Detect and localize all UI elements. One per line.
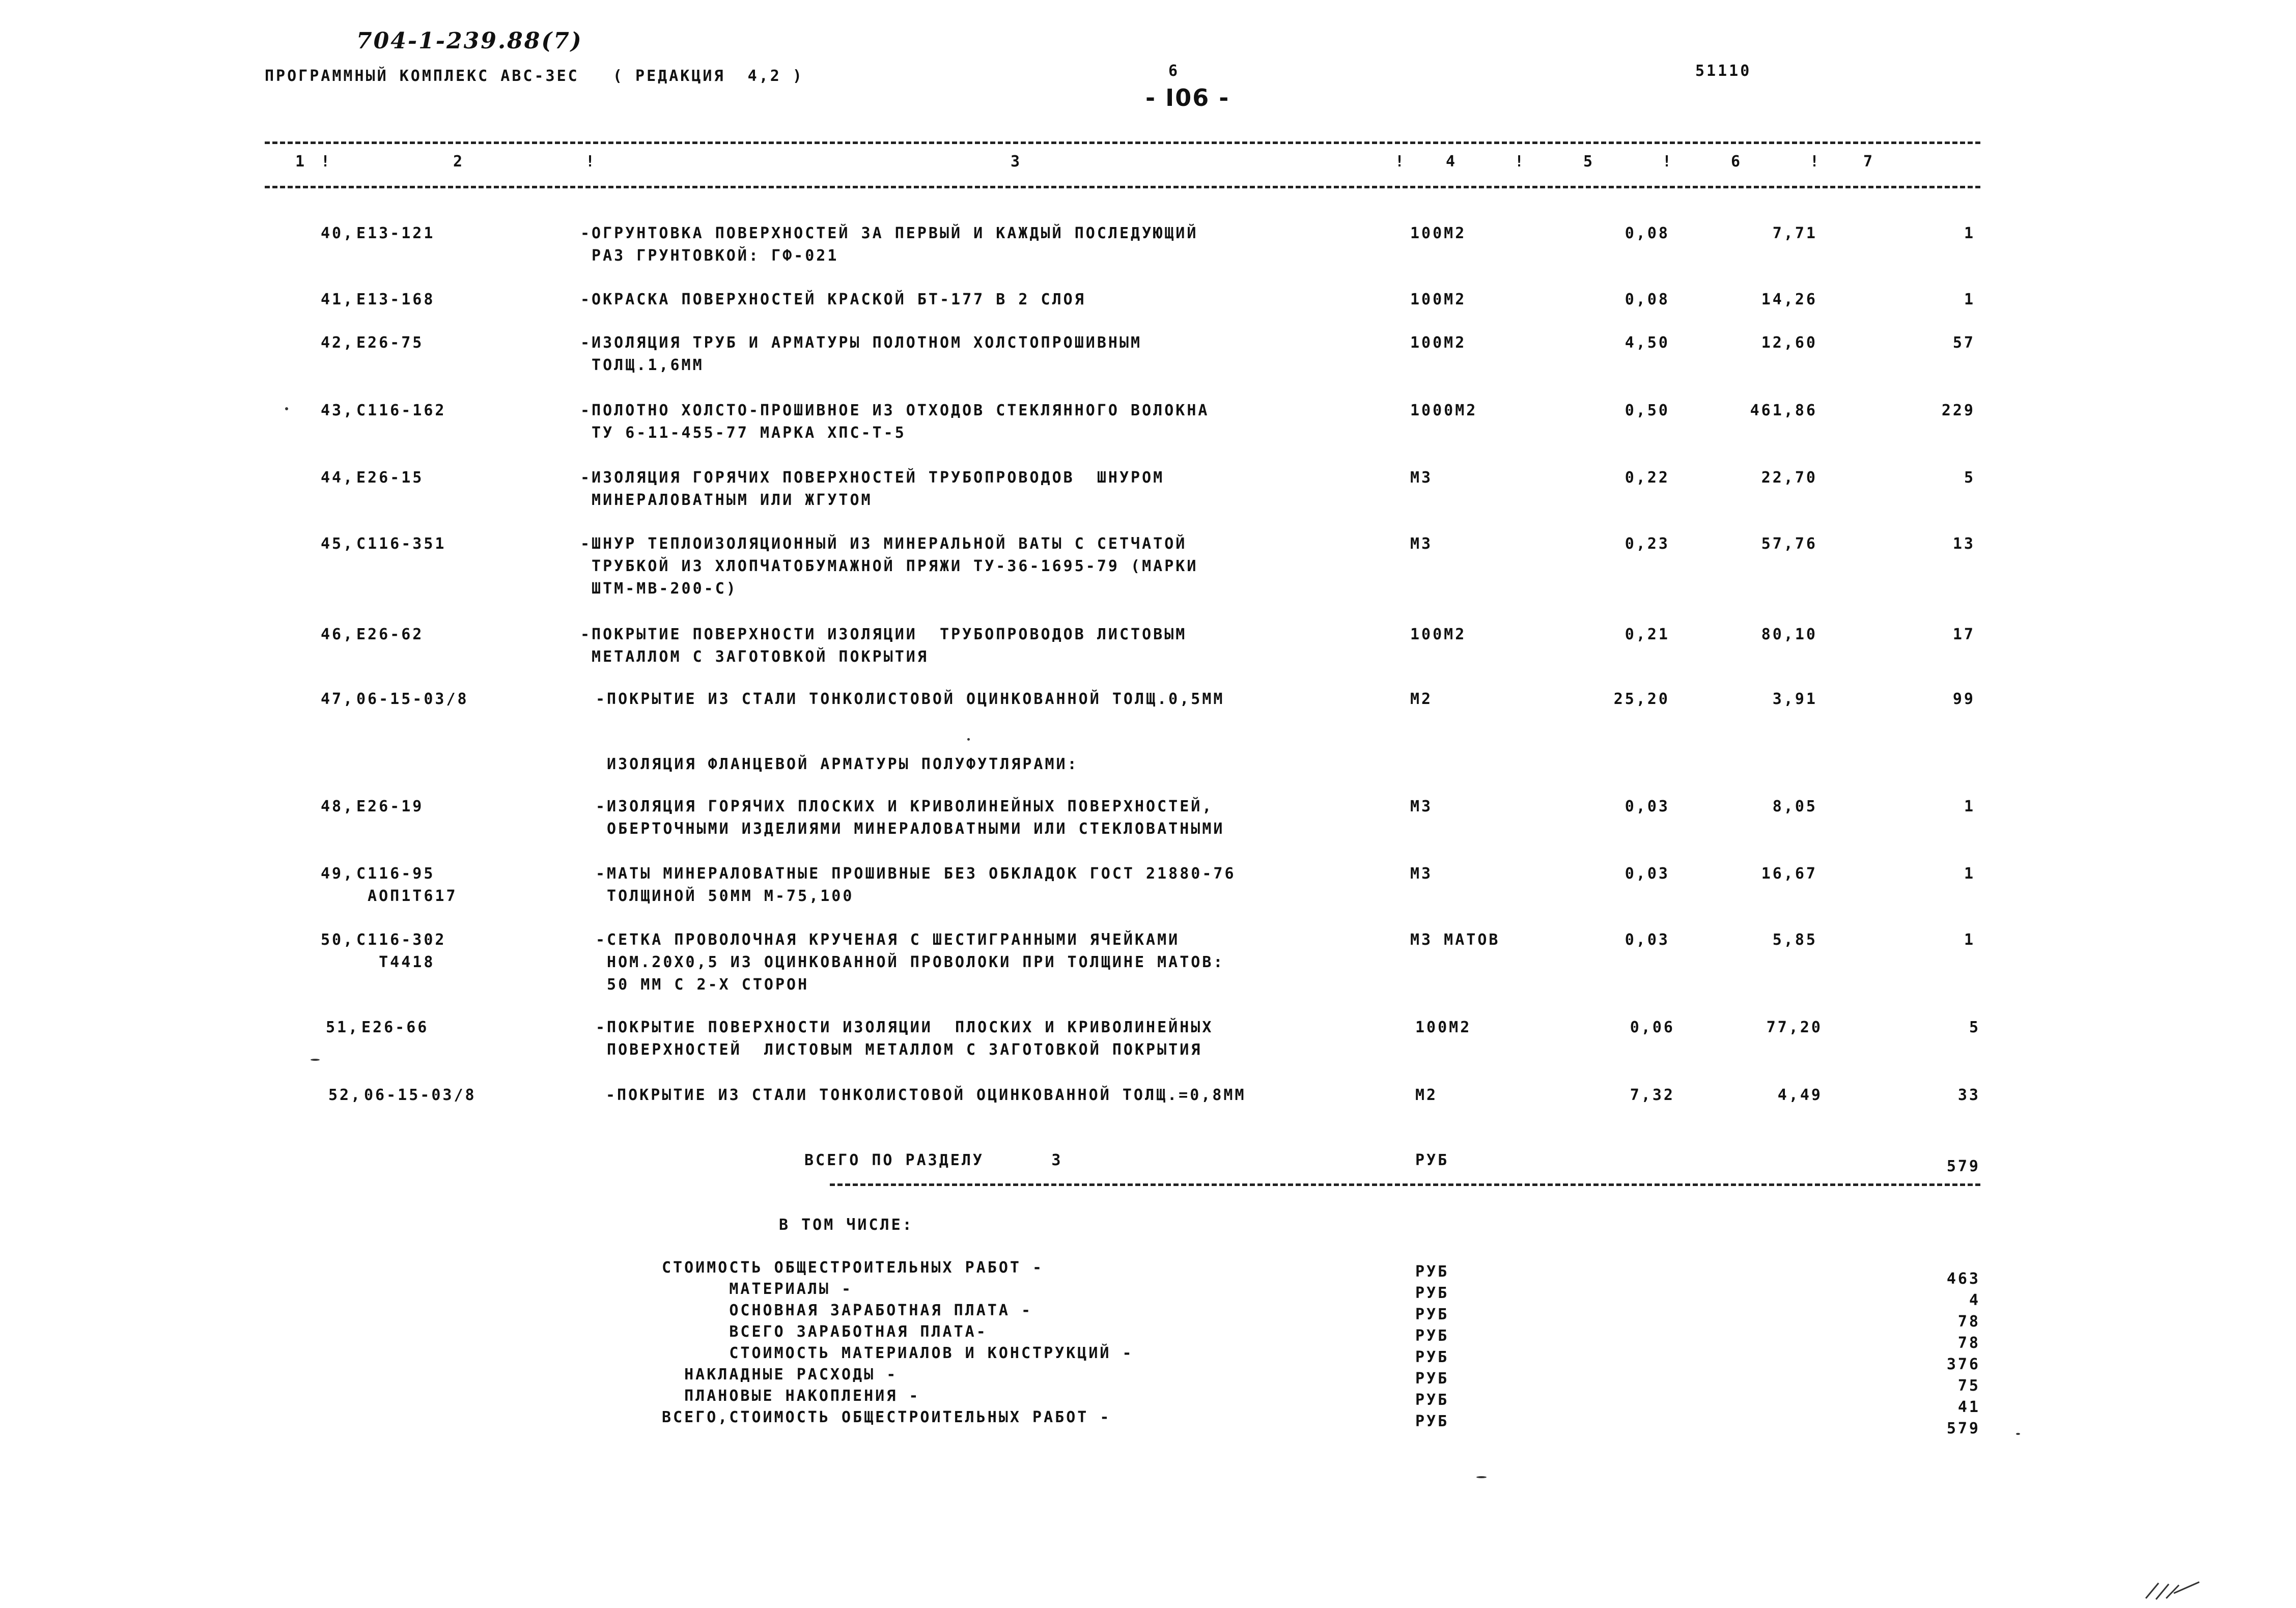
- summary-label: НАКЛАДНЫЕ РАСХОДЫ -: [662, 1366, 898, 1384]
- section-subheading: ИЗОЛЯЦИЯ ФЛАНЦЕВОЙ АРМАТУРЫ ПОЛУФУТЛЯРАМИ:: [596, 755, 1079, 773]
- row-total: 5: [1969, 1019, 1980, 1036]
- row-unit: 100М2: [1410, 291, 1467, 308]
- row-code: Е26-15: [356, 469, 424, 487]
- row-price: 14,26: [1761, 291, 1817, 308]
- row-code: С116-302 Т4418: [356, 931, 446, 971]
- section-total-value: 579: [1946, 1158, 1980, 1175]
- row-quantity: 0,03: [1625, 798, 1670, 815]
- header-rule-top: [265, 142, 1980, 144]
- summary-value: 4: [1969, 1291, 1980, 1309]
- row-unit: 100М2: [1410, 224, 1467, 242]
- row-price: 16,67: [1761, 865, 1817, 883]
- row-quantity: 4,50: [1625, 334, 1670, 352]
- row-code: С116-95 АОП1Т617: [356, 865, 458, 905]
- row-quantity: 0,23: [1625, 535, 1670, 553]
- row-number: 45,: [321, 535, 355, 553]
- row-number: 43,: [321, 402, 355, 419]
- row-description: -МАТЫ МИНЕРАЛОВАТНЫЕ ПРОШИВНЫЕ БЕЗ ОБКЛАДОК ГОСТ 21880-76 ТОЛЩИНОЙ 50ММ М-75,100: [596, 865, 1236, 905]
- row-quantity: 0,50: [1625, 402, 1670, 419]
- row-unit: М3: [1410, 865, 1433, 883]
- summary-unit: РУБ: [1415, 1306, 1449, 1323]
- row-code: Е26-66: [361, 1019, 429, 1036]
- summary-value: 78: [1957, 1334, 1980, 1352]
- column-header-row: 1 ! 2 ! 3 ! 4 ! 5 ! 6 ! 7: [295, 153, 1873, 171]
- summary-unit: РУБ: [1415, 1370, 1449, 1388]
- row-total: 1: [1964, 798, 1975, 815]
- row-description: -ИЗОЛЯЦИЯ ГОРЯЧИХ ПОВЕРХНОСТЕЙ ТРУБОПРОВОДОВ ШНУРОМ МИНЕРАЛОВАТНЫМ ИЛИ ЖГУТОМ: [580, 469, 1165, 509]
- row-code: С116-162: [356, 402, 446, 419]
- summary-value: 78: [1957, 1313, 1980, 1331]
- row-price: 5,85: [1772, 931, 1817, 949]
- row-code: Е13-168: [356, 291, 435, 308]
- row-unit: 100М2: [1415, 1019, 1472, 1036]
- row-price: 3,91: [1772, 690, 1817, 708]
- scan-speck: [2016, 1433, 2020, 1435]
- row-quantity: 25,20: [1613, 690, 1670, 708]
- summary-value: 75: [1957, 1377, 1980, 1395]
- column-header-1: 1: [295, 153, 305, 171]
- row-description: -ОГРУНТОВКА ПОВЕРХНОСТЕЙ ЗА ПЕРВЫЙ И КАЖДЫЙ ПОСЛЕДУЮЩИЙ РАЗ ГРУНТОВКОЙ: ГФ-021: [580, 224, 1198, 265]
- summary-value: 41: [1957, 1398, 1980, 1416]
- row-quantity: 7,32: [1630, 1086, 1675, 1104]
- column-header-7: 7: [1863, 153, 1873, 171]
- row-number: 41,: [321, 291, 355, 308]
- row-description: -ИЗОЛЯЦИЯ ГОРЯЧИХ ПЛОСКИХ И КРИВОЛИНЕЙНЫХ ПОВЕРХНОСТЕЙ, ОБЕРТОЧНЫМИ ИЗДЕЛИЯМИ МИНЕРАЛОВАТНЫМИ ИЛИ СТЕКЛОВАТНЫМИ: [596, 798, 1225, 838]
- row-quantity: 0,08: [1625, 291, 1670, 308]
- row-number: 40,: [321, 224, 355, 242]
- document-code: 704-1-239.88(7): [356, 28, 583, 54]
- row-price: 57,76: [1761, 535, 1817, 553]
- row-code: Е13-121: [356, 224, 435, 242]
- column-header-2: 2: [453, 153, 463, 171]
- summary-unit: РУБ: [1415, 1327, 1449, 1345]
- row-number: 44,: [321, 469, 355, 487]
- scan-speck: [967, 738, 970, 741]
- row-total: 1: [1964, 224, 1975, 242]
- row-total: 57: [1952, 334, 1975, 352]
- row-total: 99: [1952, 690, 1975, 708]
- section-total-rule: [830, 1183, 1980, 1186]
- row-quantity: 0,22: [1625, 469, 1670, 487]
- summary-label: ПЛАНОВЫЕ НАКОПЛЕНИЯ -: [662, 1387, 920, 1405]
- row-description: -ПОКРЫТИЕ ПОВЕРХНОСТИ ИЗОЛЯЦИИ ТРУБОПРОВОДОВ ЛИСТОВЫМ МЕТАЛЛОМ С ЗАГОТОВКОЙ ПОКРЫТИЯ: [580, 626, 1187, 666]
- column-header-6: 6: [1731, 153, 1741, 171]
- row-unit: М2: [1410, 690, 1433, 708]
- column-header-5: 5: [1583, 153, 1593, 171]
- row-price: 12,60: [1761, 334, 1817, 352]
- small-page-number: 6: [1168, 62, 1180, 80]
- summary-label: СТОИМОСТЬ ОБЩЕСТРОИТЕЛЬНЫХ РАБОТ -: [662, 1259, 1044, 1277]
- row-price: 80,10: [1761, 626, 1817, 643]
- row-unit: 100М2: [1410, 626, 1467, 643]
- row-price: 4,49: [1777, 1086, 1823, 1104]
- row-price: 77,20: [1766, 1019, 1823, 1036]
- row-total: 5: [1964, 469, 1975, 487]
- row-code: Е26-62: [356, 626, 424, 643]
- row-number: 48,: [321, 798, 355, 815]
- row-total: 1: [1964, 865, 1975, 883]
- row-unit: М3 МАТОВ: [1410, 931, 1500, 949]
- row-number: 47,: [321, 690, 355, 708]
- row-unit: 100М2: [1410, 334, 1467, 352]
- summary-unit: РУБ: [1415, 1413, 1449, 1430]
- row-price: 8,05: [1772, 798, 1817, 815]
- section-total-unit: РУБ: [1415, 1151, 1449, 1169]
- row-price: 22,70: [1761, 469, 1817, 487]
- column-header-3: 3: [1011, 153, 1020, 171]
- program-title: ПРОГРАММНЫЙ КОМПЛЕКС АВС-3ЕС ( РЕДАКЦИЯ 4,2 ): [265, 67, 804, 85]
- row-unit: М3: [1410, 535, 1433, 553]
- row-price: 461,86: [1750, 402, 1817, 419]
- summary-value: 463: [1946, 1270, 1980, 1288]
- row-number: 51,: [326, 1019, 360, 1036]
- row-code: 06-15-03/8: [364, 1086, 477, 1104]
- row-code: Е26-19: [356, 798, 424, 815]
- summary-unit: РУБ: [1415, 1284, 1449, 1302]
- row-number: 49,: [321, 865, 355, 883]
- row-description: -ПОКРЫТИЕ ПОВЕРХНОСТИ ИЗОЛЯЦИИ ПЛОСКИХ И КРИВОЛИНЕЙНЫХ ПОВЕРХНОСТЕЙ ЛИСТОВЫМ МЕТАЛЛОМ С ЗАГОТОВКОЙ ПОКРЫТИЯ: [596, 1019, 1214, 1059]
- scan-speck: [1476, 1476, 1487, 1478]
- row-quantity: 0,21: [1625, 626, 1670, 643]
- row-quantity: 0,03: [1625, 865, 1670, 883]
- including-label: В ТОМ ЧИСЛЕ:: [779, 1216, 914, 1234]
- section-total-label: ВСЕГО ПО РАЗДЕЛУ 3: [804, 1151, 1063, 1169]
- row-description: -ПОЛОТНО ХОЛСТО-ПРОШИВНОЕ ИЗ ОТХОДОВ СТЕКЛЯННОГО ВОЛОКНА ТУ 6-11-455-77 МАРКА ХПС-Т-5: [580, 402, 1210, 442]
- summary-label: ОСНОВНАЯ ЗАРАБОТНАЯ ПЛАТА -: [662, 1302, 1033, 1319]
- row-total: 1: [1964, 291, 1975, 308]
- summary-unit: РУБ: [1415, 1263, 1449, 1281]
- scribble-mark: [2143, 1578, 2204, 1603]
- row-total: 17: [1952, 626, 1975, 643]
- code-right: 51110: [1695, 62, 1752, 80]
- row-description: -ОКРАСКА ПОВЕРХНОСТЕЙ КРАСКОЙ БТ-177 В 2 СЛОЯ: [580, 291, 1086, 308]
- row-number: 46,: [321, 626, 355, 643]
- row-total: 229: [1941, 402, 1975, 419]
- summary-label: ВСЕГО,СТОИМОСТЬ ОБЩЕСТРОИТЕЛЬНЫХ РАБОТ -: [662, 1408, 1111, 1426]
- row-code: 06-15-03/8: [356, 690, 469, 708]
- summary-unit: РУБ: [1415, 1348, 1449, 1366]
- row-unit: М3: [1410, 798, 1433, 815]
- row-description: -ПОКРЫТИЕ ИЗ СТАЛИ ТОНКОЛИСТОВОЙ ОЦИНКОВАННОЙ ТОЛЩ.0,5ММ: [596, 690, 1225, 708]
- column-header-4: 4: [1446, 153, 1455, 171]
- row-number: 52,: [328, 1086, 362, 1104]
- row-number: 42,: [321, 334, 355, 352]
- row-number: 50,: [321, 931, 355, 949]
- row-quantity: 0,03: [1625, 931, 1670, 949]
- row-code: С116-351: [356, 535, 446, 553]
- row-total: 13: [1952, 535, 1975, 553]
- summary-value: 579: [1946, 1420, 1980, 1437]
- row-description: -ИЗОЛЯЦИЯ ТРУБ И АРМАТУРЫ ПОЛОТНОМ ХОЛСТОПРОШИВНЫМ ТОЛЩ.1,6ММ: [580, 334, 1142, 374]
- row-price: 7,71: [1772, 224, 1817, 242]
- row-quantity: 0,06: [1630, 1019, 1675, 1036]
- header-rule-bottom: [265, 186, 1980, 188]
- scan-speck: [285, 407, 288, 410]
- row-description: -СЕТКА ПРОВОЛОЧНАЯ КРУЧЕНАЯ С ШЕСТИГРАННЫМИ ЯЧЕЙКАМИ НОМ.20Х0,5 ИЗ ОЦИНКОВАННОЙ ПРОВОЛОКИ ПРИ ТОЛЩИНЕ МАТОВ: 50 ММ С 2-Х СТОРОН: [596, 931, 1225, 994]
- row-unit: 1000М2: [1410, 402, 1478, 419]
- summary-label: ВСЕГО ЗАРАБОТНАЯ ПЛАТА-: [662, 1323, 988, 1341]
- summary-label: МАТЕРИАЛЫ -: [662, 1280, 853, 1298]
- row-quantity: 0,08: [1625, 224, 1670, 242]
- row-description: -ШНУР ТЕПЛОИЗОЛЯЦИОННЫЙ ИЗ МИНЕРАЛЬНОЙ ВАТЫ С СЕТЧАТОЙ ТРУБКОЙ ИЗ ХЛОПЧАТОБУМАЖНОЙ ПРЯЖИ ТУ-36-1695-79 (МАРКИ ШТМ-МВ-200-С): [580, 535, 1198, 598]
- row-code: Е26-75: [356, 334, 424, 352]
- page-number: - I06 -: [1145, 84, 1230, 111]
- row-total: 33: [1957, 1086, 1980, 1104]
- summary-label: СТОИМОСТЬ МАТЕРИАЛОВ И КОНСТРУКЦИЙ -: [662, 1344, 1134, 1362]
- row-unit: М2: [1415, 1086, 1438, 1104]
- summary-unit: РУБ: [1415, 1391, 1449, 1409]
- summary-value: 376: [1946, 1356, 1980, 1373]
- scan-speck: [311, 1059, 320, 1061]
- row-unit: М3: [1410, 469, 1433, 487]
- row-description: -ПОКРЫТИЕ ИЗ СТАЛИ ТОНКОЛИСТОВОЙ ОЦИНКОВАННОЙ ТОЛЩ.=0,8ММ: [606, 1086, 1246, 1104]
- row-total: 1: [1964, 931, 1975, 949]
